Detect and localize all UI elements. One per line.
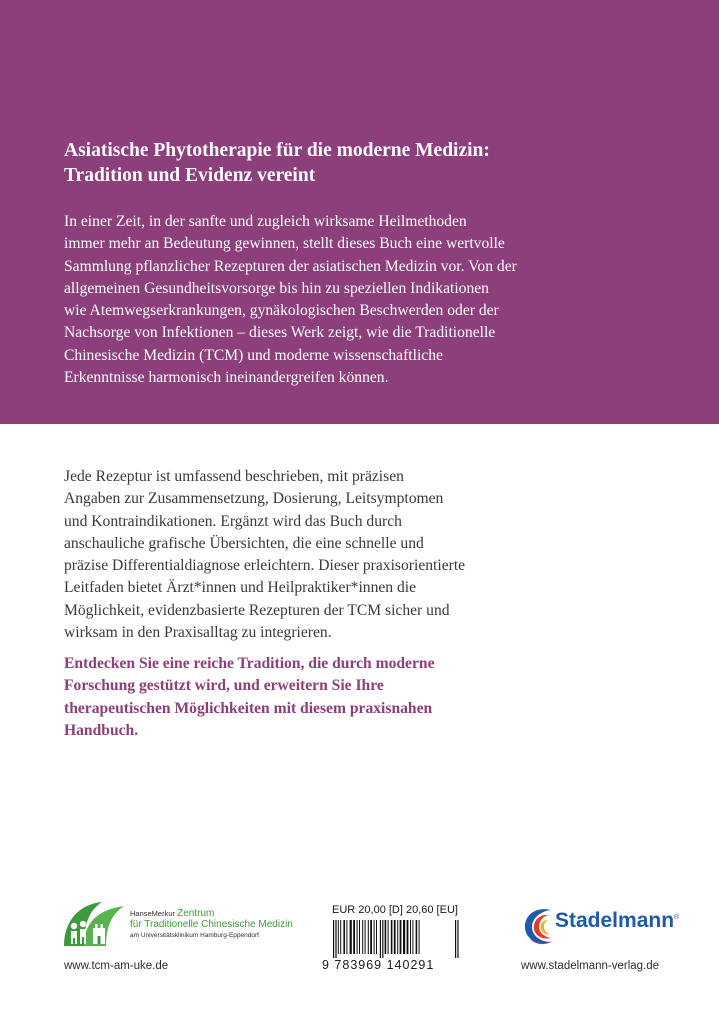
headline-line: Asiatische Phytotherapie für die moderne Medizin:	[64, 140, 490, 161]
barcode-bar	[385, 920, 387, 954]
intro-paragraph	[64, 211, 664, 389]
body-line: Angaben zur Zusammensetzung, Dosierung, Leitsymptomen	[64, 490, 444, 508]
isbn-number: 9 783969 140291	[322, 958, 435, 972]
barcode-bar	[340, 920, 341, 954]
barcode-bar	[416, 920, 418, 954]
barcode-bar	[368, 920, 369, 954]
body-paragraph	[64, 466, 664, 644]
barcode-bar	[412, 920, 413, 954]
intro-line: In einer Zeit, in der sanfte und zugleich wirksame Heilmethoden	[64, 213, 467, 230]
barcode-bar	[388, 920, 389, 954]
callout-line: Forschung gestützt wird, und erweitern Sie Ihre	[64, 677, 384, 695]
barcode-bar	[370, 920, 372, 954]
intro-line: Nachsorge von Infektionen – dieses Werk zeigt, wie die Traditionelle	[64, 324, 496, 342]
headline	[64, 138, 664, 188]
publisher-name: Stadelmann®	[555, 909, 680, 932]
headline-line: Tradition und Evidenz vereint	[64, 165, 316, 186]
barcode-bar	[376, 920, 377, 954]
body-line: Möglichkeit, evidenzbasierte Rezepturen der TCM sicher und	[64, 601, 450, 619]
barcode-bar	[374, 920, 375, 954]
barcode-bar	[333, 920, 334, 958]
body-line: anschauliche grafische Übersichten, die eine schnelle und	[64, 534, 424, 552]
barcode-bar	[357, 920, 358, 954]
publisher-website-url: www.stadelmann-verlag.de	[521, 960, 660, 972]
barcode-bar	[350, 920, 352, 954]
barcode-bar	[457, 920, 458, 958]
barcode-bar	[365, 920, 366, 954]
callout-line: Entdecken Sie eine reiche Tradition, die durch moderne	[64, 655, 435, 672]
price-label: EUR 20,00 [D] 20,60 [EU]	[332, 904, 458, 916]
barcode-bar	[391, 920, 393, 954]
publisher-swirl-icon	[521, 902, 557, 948]
body-line: Leitfaden bietet Ärzt*innen und Heilpraktiker*innen die	[64, 579, 417, 597]
callout-line: therapeutischen Möglichkeiten mit diesem praxisnahen	[64, 699, 433, 717]
barcode-bar	[397, 920, 398, 954]
tcm-center-logo	[62, 900, 292, 950]
barcode-bar	[343, 920, 345, 954]
body-line: Jede Rezeptur ist umfassend beschrieben, mit präzisen	[64, 468, 404, 485]
tcm-logo-text	[130, 908, 293, 941]
barcode-bar	[455, 920, 456, 958]
barcode-bar	[346, 920, 347, 954]
barcode-bar	[419, 920, 420, 954]
intro-line: wie Atemwegserkrankungen, gynäkologischen Beschwerden oder der	[64, 302, 499, 320]
barcode-bar	[353, 920, 355, 954]
barcode-bar	[362, 920, 363, 954]
body-line: wirksam in den Praxisalltag zu integrieren.	[64, 624, 332, 642]
tcm-logo-line2: für Traditionelle Chinesische Medizin	[130, 919, 293, 930]
callout-line: Handbuch.	[64, 721, 139, 739]
intro-line: immer mehr an Bedeutung gewinnen, stellt dieses Buch eine wertvolle	[64, 235, 505, 253]
barcode-bar	[394, 920, 396, 954]
intro-line: Chinesische Medizin (TCM) und moderne wissenschaftliche	[64, 346, 443, 364]
isbn-barcode	[331, 920, 461, 958]
barcode-bar	[410, 920, 411, 954]
body-line: präzise Differentialdiagnose erleichtern. Dieser praxisorientierte	[64, 557, 466, 575]
barcode-bar	[400, 920, 402, 954]
barcode-bar	[359, 920, 360, 954]
barcode-bar	[338, 920, 339, 954]
callout-paragraph	[64, 653, 664, 742]
barcode-bar	[403, 920, 405, 954]
barcode-bar	[407, 920, 409, 954]
barcode-bar	[335, 920, 336, 958]
tcm-logo-line3: am Universitätsklinikum Hamburg-Eppendorf	[130, 932, 259, 939]
tcm-logo-icon	[62, 900, 126, 950]
intro-line: allgemeinen Gesundheitsvorsorge bis hin zu speziellen Indikationen	[64, 279, 489, 297]
tcm-website-url: www.tcm-am-uke.de	[64, 960, 169, 972]
intro-line: Sammlung pflanzlicher Rezepturen der asiatischen Medizin vor. Von der	[64, 257, 517, 275]
body-line: und Kontraindikationen. Ergänzt wird das Buch durch	[64, 512, 402, 530]
publisher-logo	[521, 902, 680, 948]
tcm-logo-line1: HanseMerkur Zentrum	[130, 908, 215, 919]
barcode-bar	[380, 920, 381, 958]
intro-line: Erkenntnisse harmonisch ineinandergreifen können.	[64, 369, 389, 387]
barcode-bar	[382, 920, 383, 958]
